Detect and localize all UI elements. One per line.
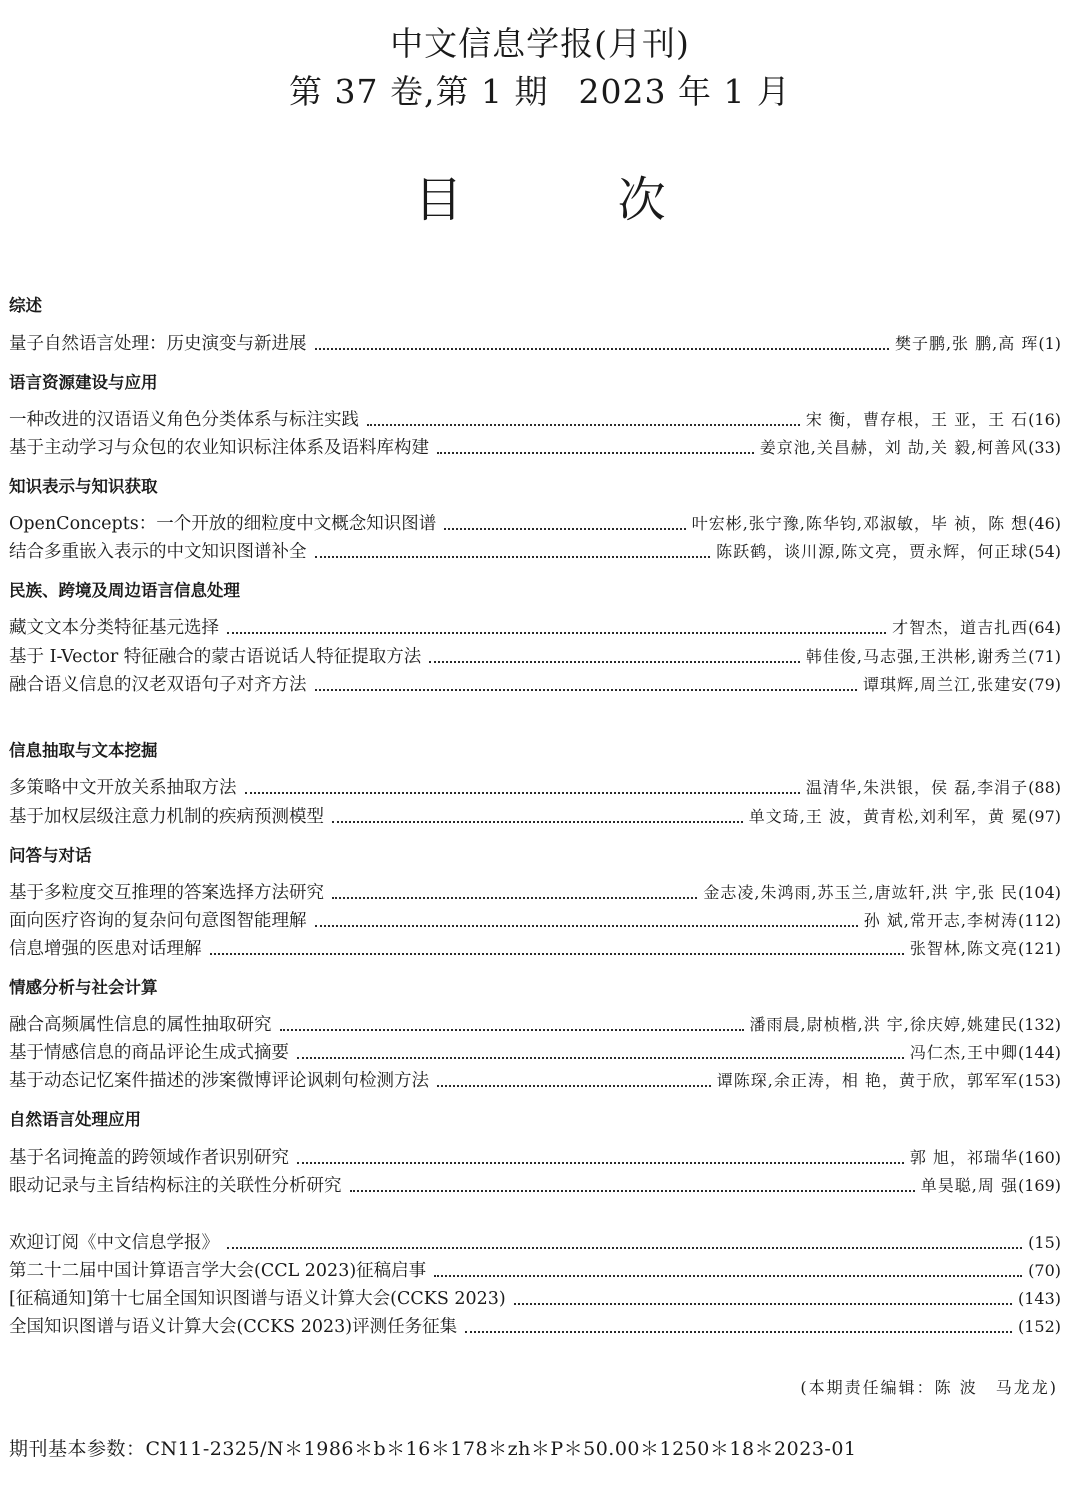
entry-page: (97) <box>1028 807 1061 826</box>
section-heading-minority-languages: 民族、跨境及周边语言信息处理 <box>9 581 240 600</box>
toc-entry[interactable] <box>9 1069 1061 1093</box>
entry-title[interactable]: 基于情感信息的商品评论生成式摘要 <box>9 1043 289 1063</box>
entry-title[interactable]: 融合高频属性信息的属性抽取研究 <box>9 1015 272 1035</box>
leader-dots <box>514 1303 1012 1305</box>
entry-page: (104) <box>1017 883 1061 902</box>
toc-entry[interactable] <box>9 776 1061 800</box>
toc-entry[interactable] <box>9 881 1061 905</box>
entry-title[interactable]: 基于加权层级注意力机制的疾病预测模型 <box>9 807 324 827</box>
entry-title[interactable]: OpenConcepts：一个开放的细粒度中文概念知识图谱 <box>9 514 437 534</box>
entry-authors: 单文琦,王 波，黄青松,刘利军，黄 冕 <box>748 807 1029 826</box>
entry-authors: 樊子鹏,张 鹏,高 珲 <box>894 334 1039 353</box>
entry-title[interactable]: 眼动记录与主旨结构标注的关联性分析研究 <box>9 1176 342 1196</box>
section-heading-language-resources: 语言资源建设与应用 <box>9 373 158 392</box>
toc-entry[interactable] <box>9 540 1061 564</box>
toc-entry[interactable] <box>9 673 1061 697</box>
entry-title[interactable]: 一种改进的汉语语义角色分类体系与标注实践 <box>9 410 359 430</box>
notice-entry[interactable] <box>9 1287 1061 1311</box>
leader-dots <box>315 556 711 558</box>
issue-date: 2023 年 1 月 <box>578 72 791 111</box>
leader-dots <box>429 661 800 663</box>
leader-dots <box>332 821 743 823</box>
entry-title[interactable]: 量子自然语言处理：历史演变与新进展 <box>9 334 307 354</box>
toc-entry[interactable] <box>9 616 1061 640</box>
entry-page: (79) <box>1028 675 1061 694</box>
entry-title[interactable]: 基于多粒度交互推理的答案选择方法研究 <box>9 883 324 903</box>
notice-title[interactable]: [征稿通知]第十七届全国知识图谱与语义计算大会(CCKS 2023) <box>9 1289 506 1309</box>
leader-dots <box>245 792 800 794</box>
section-heading-nlp-applications: 自然语言处理应用 <box>9 1110 141 1129</box>
entry-title[interactable]: 信息增强的医患对话理解 <box>9 939 202 959</box>
entry-page: (33) <box>1028 438 1061 457</box>
section-heading-sentiment: 情感分析与社会计算 <box>9 978 158 997</box>
notice-title[interactable]: 全国知识图谱与语义计算大会(CCKS 2023)评测任务征集 <box>9 1317 458 1337</box>
toc-entry[interactable] <box>9 909 1061 933</box>
entry-authors: 单昊聪,周 强 <box>920 1176 1018 1195</box>
journal-parameters: 期刊基本参数：CN11-2325/N＊1986＊b＊16＊178＊zh＊P＊50.00＊1250＊18＊2023-01 <box>9 1438 857 1460</box>
leader-dots <box>297 1162 904 1164</box>
entry-authors: 韩佳俊,马志强,王洪彬,谢秀兰 <box>805 647 1029 666</box>
leader-dots <box>437 1085 711 1087</box>
leader-dots <box>315 348 889 350</box>
notice-entry[interactable] <box>9 1231 1061 1255</box>
entry-page: (46) <box>1028 514 1061 533</box>
toc-entry[interactable] <box>9 408 1061 432</box>
toc-entry[interactable] <box>9 332 1061 356</box>
notice-title[interactable]: 第二十二届中国计算语言学大会(CCL 2023)征稿启事 <box>9 1261 427 1281</box>
entry-page: (160) <box>1017 1148 1061 1167</box>
leader-dots <box>332 897 697 899</box>
toc-heading: 目 次 <box>414 172 736 228</box>
notice-entry[interactable] <box>9 1259 1061 1283</box>
entry-authors: 陈跃鹤，谈川源,陈文亮，贾永辉，何正球 <box>716 542 1029 561</box>
entry-page: (1) <box>1038 334 1061 353</box>
entry-title[interactable]: 结合多重嵌入表示的中文知识图谱补全 <box>9 542 307 562</box>
entry-title[interactable]: 基于动态记忆案件描述的涉案微博评论讽刺句检测方法 <box>9 1071 429 1091</box>
toc-entry[interactable] <box>9 805 1061 829</box>
toc-entry[interactable] <box>9 436 1061 460</box>
entry-authors: 金志凌,朱鸿雨,苏玉兰,唐竑轩,洪 宇,张 民 <box>703 883 1018 902</box>
entry-authors: 张智林,陈文亮 <box>909 939 1018 958</box>
leader-dots <box>444 528 685 530</box>
entry-authors: 才智杰，道吉扎西 <box>892 618 1029 637</box>
volume-issue: 第 37 卷,第 1 期 <box>289 72 549 111</box>
leader-dots <box>434 1275 1022 1277</box>
leader-dots <box>280 1029 744 1031</box>
entry-page: (121) <box>1017 939 1061 958</box>
leader-dots <box>227 632 886 634</box>
entry-authors: 郭 旭，祁瑞华 <box>909 1148 1018 1167</box>
entry-page: (88) <box>1028 778 1061 797</box>
entry-authors: 姜京池,关昌赫，刘 劼,关 毅,柯善风 <box>759 438 1029 457</box>
notice-page: (70) <box>1028 1261 1061 1280</box>
entry-authors: 温清华,朱洪银，侯 磊,李涓子 <box>805 778 1029 797</box>
section-heading-information-extraction: 信息抽取与文本挖掘 <box>9 741 158 760</box>
notice-page: (152) <box>1017 1317 1061 1336</box>
toc-entry[interactable] <box>9 645 1061 669</box>
leader-dots <box>297 1057 904 1059</box>
leader-dots <box>315 689 857 691</box>
section-heading-knowledge: 知识表示与知识获取 <box>9 477 158 496</box>
entry-page: (169) <box>1017 1176 1061 1195</box>
entry-page: (112) <box>1017 911 1061 930</box>
leader-dots <box>367 424 800 426</box>
toc-entry[interactable] <box>9 937 1061 961</box>
entry-title[interactable]: 基于主动学习与众包的农业知识标注体系及语料库构建 <box>9 438 429 458</box>
entry-page: (16) <box>1028 410 1061 429</box>
leader-dots <box>227 1247 1022 1249</box>
toc-entry[interactable] <box>9 512 1061 536</box>
entry-page: (153) <box>1017 1071 1061 1090</box>
entry-page: (144) <box>1017 1043 1061 1062</box>
issue-line <box>0 72 1080 112</box>
leader-dots <box>465 1331 1012 1333</box>
entry-title[interactable]: 多策略中文开放关系抽取方法 <box>9 778 237 798</box>
entry-authors: 叶宏彬,张宁豫,陈华钧,邓淑敏，毕 祯，陈 想 <box>691 514 1029 533</box>
entry-title[interactable]: 面向医疗咨询的复杂问句意图智能理解 <box>9 911 307 931</box>
notice-title[interactable]: 欢迎订阅《中文信息学报》 <box>9 1233 219 1253</box>
entry-authors: 宋 衡，曹存根，王 亚，王 石 <box>805 410 1029 429</box>
entry-authors: 潘雨晨,尉桢楷,洪 宇,徐庆婷,姚建民 <box>749 1015 1018 1034</box>
notice-page: (143) <box>1017 1289 1061 1308</box>
toc-entry[interactable] <box>9 1174 1061 1198</box>
entry-title[interactable]: 基于 I-Vector 特征融合的蒙古语说话人特征提取方法 <box>9 647 422 667</box>
section-heading-review: 综述 <box>9 296 42 315</box>
entry-authors: 谭陈琛,余正涛，相 艳，黄于欣，郭军军 <box>716 1071 1018 1090</box>
toc-entry[interactable] <box>9 1146 1061 1170</box>
entry-authors: 孙 斌,常开志,李树涛 <box>863 911 1018 930</box>
entry-authors: 冯仁杰,王中卿 <box>909 1043 1018 1062</box>
section-heading-qa-dialogue: 问答与对话 <box>9 846 92 865</box>
entry-authors: 谭琪辉,周兰江,张建安 <box>862 675 1029 694</box>
toc-entry[interactable] <box>9 1013 1061 1037</box>
entry-title[interactable]: 融合语义信息的汉老双语句子对齐方法 <box>9 675 307 695</box>
entry-page: (64) <box>1028 618 1061 637</box>
entry-title[interactable]: 藏文文本分类特征基元选择 <box>9 618 219 638</box>
leader-dots <box>437 452 754 454</box>
leader-dots <box>210 953 904 955</box>
journal-title: 中文信息学报(月刊) <box>390 24 690 63</box>
toc-entry[interactable] <box>9 1041 1061 1065</box>
entry-page: (54) <box>1028 542 1061 561</box>
entry-title[interactable]: 基于名词掩盖的跨领域作者识别研究 <box>9 1148 289 1168</box>
issue-editor-line: (本期责任编辑：陈 波 马龙龙) <box>800 1378 1058 1397</box>
leader-dots <box>315 925 858 927</box>
leader-dots <box>350 1190 915 1192</box>
entry-page: (132) <box>1017 1015 1061 1034</box>
notice-page: (15) <box>1028 1233 1061 1252</box>
notice-entry[interactable] <box>9 1315 1061 1339</box>
entry-page: (71) <box>1028 647 1061 666</box>
